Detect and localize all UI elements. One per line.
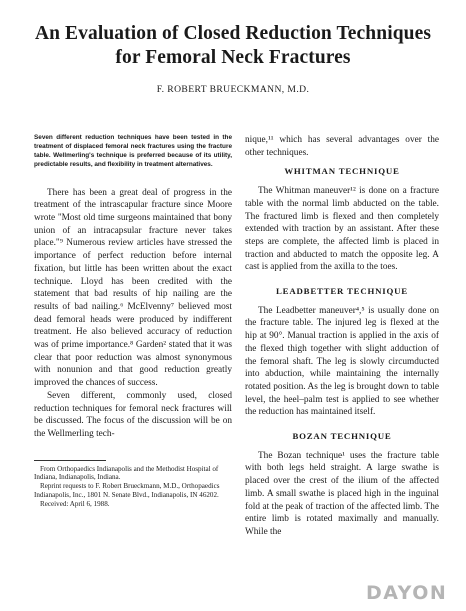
left-column (34, 134, 232, 509)
footnote-affiliation: From Orthopaedics Indianapolis and the Methodist Hospital of Indiana, Indianapolis, Indiana. (34, 464, 219, 482)
watermark: DAYON (366, 582, 448, 604)
title-line-1: An Evaluation of Closed Reduction Techniques (34, 23, 432, 44)
article-title (0, 22, 466, 70)
title-line-2: for Femoral Neck Fractures (115, 47, 351, 68)
right-column (245, 134, 439, 539)
section-heading-leadbetter: LEADBETTER TECHNIQUE (276, 286, 408, 297)
section-text-bozan: The Bozan technique¹ uses the fracture table with both legs held straight. A large swathe is placed over the crest of the ilium of the affected limb. A small swathe is placed high in the inguinal fold at the peak of traction of the affected limb. The entire limb is rotated maximally and manually. While the (245, 450, 439, 537)
footnote-rule (34, 460, 106, 461)
footnote-received: Received: April 6, 1988. (40, 499, 110, 508)
body-paragraph-2: Seven different, commonly used, closed reduction techniques for femoral neck fractures will be discussed. The focus of the discussion will be on the Wellmerling tech- (34, 390, 232, 439)
footnote-reprint: Reprint requests to F. Robert Brueckmann, M.D., Orthopaedics Indianapolis, Inc., 1801 N. Senate Blvd., Indianapolis, IN 46202. (34, 482, 220, 500)
continuation-paragraph: nique,¹¹ which has several advantages over the other techniques. (245, 135, 439, 158)
abstract: Seven different reduction techniques have been tested in the treatment of displaced femoral neck fractures using the fracture table. Wellmerling's technique is preferred because of its utility, predictable results, and flexibility in treatment alternatives. (34, 134, 232, 168)
section-text-whitman: The Whitman maneuver¹² is done on a fracture table with the normal limb abducted on the table. The fractured limb is flexed and then completely extended with traction by an assistant. After these steps are complete, the affected limb is placed in traction and abducted to match the opposite leg. A cast is applied from the axilla to the toes. (245, 186, 439, 273)
section-heading-bozan: BOZAN TECHNIQUE (292, 431, 392, 442)
section-text-leadbetter: The Leadbetter maneuver⁴,⁵ is usually done on the fracture table. The injured leg is flexed at the hip at 90°. Manual traction is applied in the axis of the flexed thigh together with slight adduction of the femoral shaft. The leg is slowly circumducted into abduction, while maintaining the internally rotated position. As the leg is brought down to table level, the heel–palm test is applied to see whether the reduction has maintained itself. (245, 305, 439, 418)
section-heading-whitman: WHITMAN TECHNIQUE (284, 166, 400, 177)
author-byline: F. ROBERT BRUECKMANN, M.D. (156, 84, 310, 95)
body-paragraph-1: There has been a great deal of progress in the treatment of the intrascapular fracture since Moore wrote "Most old time surgeons maintained that bony union of an intracapsular fracture never takes place."⁹ Numerous review articles have stressed the importance of perfect reduction before internal fixation, but little has been written about the exact technique. Lloyd has been credited with the statement that bad results of hip nailing are the results of bad nailing.⁶ McElvenny⁷ believed most dead femoral heads were produced by indifferent treatment. He also believed accuracy of reduction was of prime importance.⁸ Garden² stated that it was clear that poor reduction was almost synonymous with nonunion and that good reduction greatly improved the chances of success. (34, 187, 232, 389)
